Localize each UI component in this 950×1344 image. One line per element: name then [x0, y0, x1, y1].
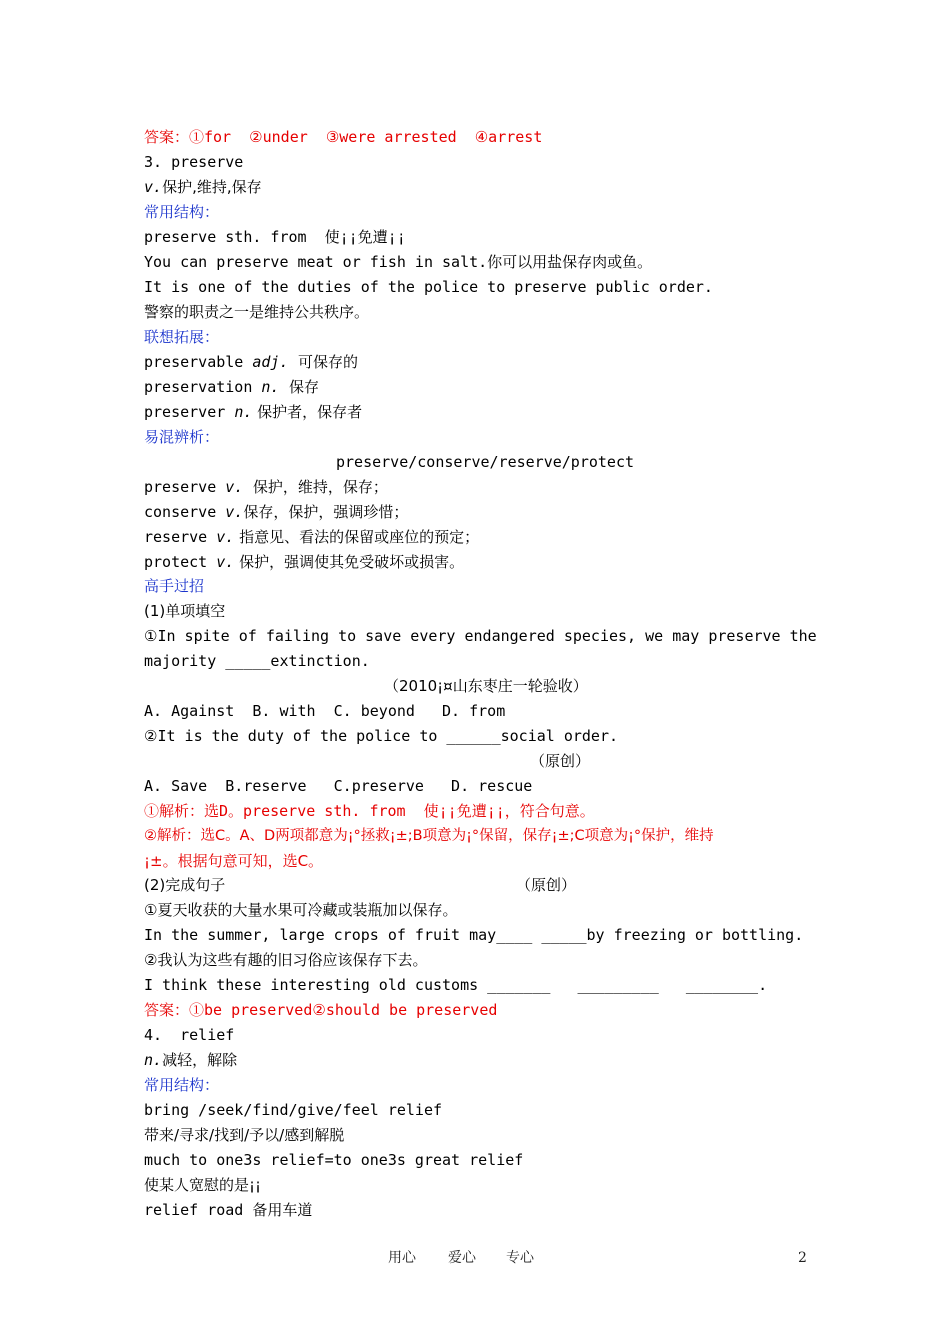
pos-label: n.	[261, 378, 280, 396]
example-translation: 警察的职责之一是维持公共秩序。	[144, 303, 370, 321]
footer-motto-3: 专心	[506, 1250, 534, 1266]
example-sentence: You can preserve meat or fish in salt.你可以用盐保存肉或鱼。	[144, 253, 653, 271]
answer-options: A. Against B. with C. beyond D. from	[144, 702, 506, 720]
answer-line: 答案：①for ②under ③were arrested ④arrest	[144, 128, 543, 146]
exercise-heading: (1)单项填空	[144, 602, 226, 620]
answer-line: 答案：①be preserved②should be preserved	[144, 1001, 498, 1019]
structure-translation: 带来/寻求/找到/予以/感到解脱	[144, 1126, 345, 1144]
question-source: （原创）	[530, 752, 591, 770]
pos-label: v.	[144, 178, 163, 196]
definition-text: 保护,维持,保存	[162, 178, 262, 196]
entry-heading-preserve: 3. preserve	[144, 153, 244, 171]
definition-line	[144, 1048, 237, 1072]
related-word: preservation n. 保存	[144, 378, 320, 396]
pos-label: n.	[144, 1051, 163, 1069]
section-heading-practice: 高手过招	[144, 577, 205, 595]
footer-motto-2: 爱心	[448, 1250, 476, 1266]
question-text: ①In spite of failing to save every endangered species, we may preserve the	[144, 627, 817, 645]
answer-options: A. Save B.reserve C.preserve D. rescue	[144, 777, 533, 795]
exercise-heading: (2)完成句子	[144, 876, 226, 894]
confusable-item: conserve v.保存，保护，强调珍惜；	[144, 503, 409, 521]
structure-line: bring /seek/find/give/feel relief	[144, 1101, 443, 1119]
structure-translation: 使某人宽慰的是¡¡	[144, 1176, 262, 1194]
structure-line: much to one3s relief=to one3s great relief	[144, 1151, 524, 1169]
section-heading-structures: 常用结构：	[144, 1076, 220, 1094]
sentence-blank: In the summer, large crops of fruit may____ _____by freezing or bottling.	[144, 926, 804, 944]
question-source: （原创）	[516, 876, 577, 894]
example-sentence: It is one of the duties of the police to preserve public order.	[144, 278, 713, 296]
footer-motto-1: 用心	[388, 1250, 416, 1266]
definition-text: 减轻，解除	[162, 1051, 238, 1069]
sentence-prompt: ①夏天收获的大量水果可冷藏或装瓶加以保存。	[144, 901, 458, 919]
related-word: preserver n. 保护者，保存者	[144, 403, 363, 421]
related-word: preservable adj. 可保存的	[144, 353, 359, 371]
structure-line: preserve sth. from 使¡¡免遭¡¡	[144, 228, 406, 246]
pos-label: v.	[225, 478, 244, 496]
section-heading-structures: 常用结构：	[144, 203, 220, 221]
page-number: 2	[798, 1250, 807, 1266]
question-source: （2010¡¤山东枣庄一轮验收）	[384, 677, 588, 695]
entry-heading-relief: 4. relief	[144, 1026, 235, 1044]
section-heading-confusables: 易混辨析：	[144, 428, 220, 446]
definition-line	[144, 175, 262, 199]
confusables-title: preserve/conserve/reserve/protect	[336, 453, 635, 471]
pos-label: v.	[216, 553, 235, 571]
section-heading-related: 联想拓展：	[144, 328, 220, 346]
sentence-prompt: ②我认为这些有趣的旧习俗应该保存下去。	[144, 951, 428, 969]
explanation-line: ②解析：选C。A、D两项都意为¡°拯救¡±;B项意为¡°保留，保存¡±;C项意为¡°保护，维持	[144, 828, 714, 844]
explanation-line: ¡±。根据句意可知，选C。	[144, 852, 324, 870]
pos-label: n.	[234, 403, 253, 421]
confusable-item: protect v. 保护，强调使其免受破坏或损害。	[144, 553, 465, 571]
confusable-item: preserve v. 保护，维持，保存；	[144, 478, 388, 496]
pos-label: v.	[216, 528, 235, 546]
confusable-item: reserve v. 指意见、看法的保留或座位的预定；	[144, 528, 480, 546]
sentence-blank: I think these interesting old customs _______ _________ ________.	[144, 976, 768, 994]
question-text: ②It is the duty of the police to ______social order.	[144, 727, 619, 745]
structure-line: relief road 备用车道	[144, 1201, 313, 1219]
explanation-line: ①解析：选D。preserve sth. from 使¡¡免遭¡¡，符合句意。	[144, 802, 595, 820]
pos-label: adj.	[252, 353, 289, 371]
pos-label: v.	[225, 503, 244, 521]
question-text: majority _____extinction.	[144, 652, 370, 670]
